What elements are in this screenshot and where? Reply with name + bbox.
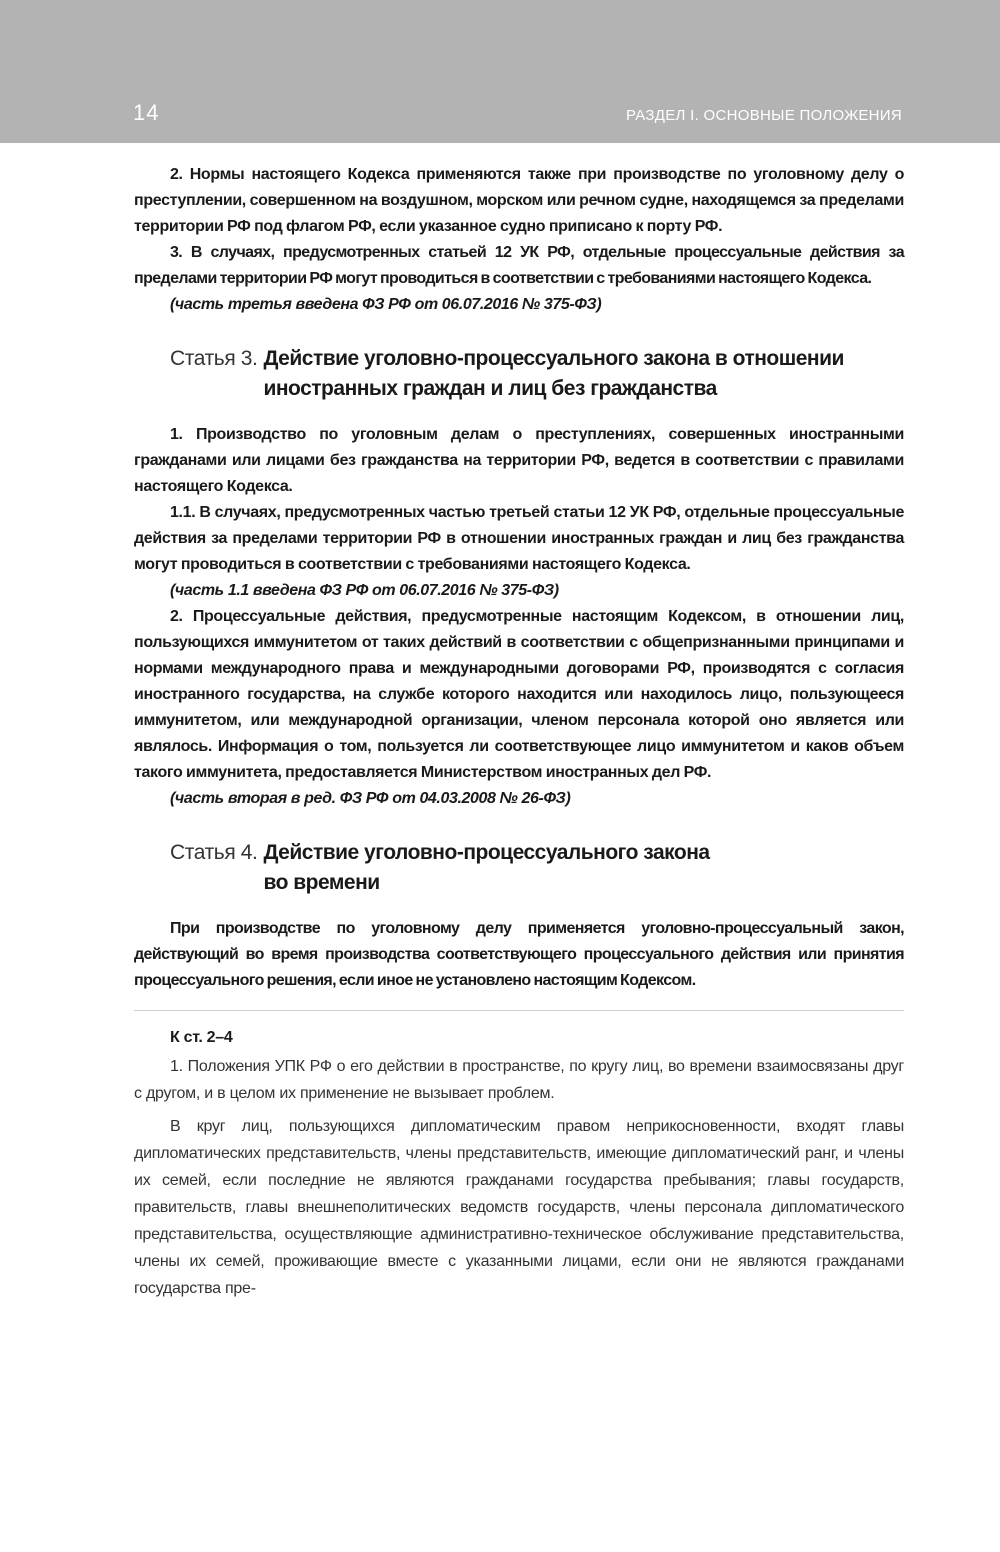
commentary-paragraph: В круг лиц, пользующихся дипломатическим правом неприкосновенности, входят главы дипломатических представительств, члены представительств, имеющие дипломатический ранг, и члены их семей, если последние не являются гражданами государства пребывания; главы государств, правительств, главы внешнеполитических ведомств государств, члены персонала дипломатического представительства, осуществляющие административно-техническое обслуживание представительства, члены их семей, проживающие вместе с указанными лицами, если они не являются гражданами государства пре-	[134, 1118, 904, 1297]
commentary-paragraph: 1. Положения УПК РФ о его действии в пространстве, по кругу лиц, во времени взаимосвязаны друг с другом, и в целом их применение не вызывает проблем.	[134, 1058, 904, 1102]
article4-title: Действие уголовно-процессуального закона во времени	[263, 841, 710, 894]
article4-number: Статья 4.	[170, 841, 258, 864]
page-number: 14	[133, 100, 160, 125]
article2-part2: 2. Нормы настоящего Кодекса применяются также при производстве по уголовному делу о преступлении, совершенном на воздушном, морском или речном судне, находящемся за пределами территории РФ под флагом РФ, если указанное судно приписано к порту РФ.	[134, 166, 904, 235]
commentary-heading: К ст. 2–4	[170, 1029, 233, 1046]
article4-heading	[170, 838, 904, 898]
article4-text: При производстве по уголовному делу применяется уголовно-процессуальный закон, действующий во время производства соответствующего процессуального действия или принятия процессуального решения, если иное не установлено настоящим Кодексом.	[134, 920, 904, 989]
page-body	[134, 162, 904, 1308]
section-divider	[134, 1010, 904, 1011]
amendment-note: (часть 1.1 введена ФЗ РФ от 06.07.2016 № 375-ФЗ)	[170, 582, 559, 599]
article3-heading	[170, 344, 904, 404]
amendment-note: (часть вторая в ред. ФЗ РФ от 04.03.2008 № 26-ФЗ)	[170, 790, 571, 807]
article3-part1: 1. Производство по уголовным делам о преступлениях, совершенных иностранными гражданами или лицами без гражданства на территории РФ, ведется в соответствии с правилами настоящего Кодекса.	[134, 426, 904, 495]
page-header	[0, 0, 1000, 143]
article3-part1-1: 1.1. В случаях, предусмотренных частью третьей статьи 12 УК РФ, отдельные процессуальные действия за пределами территории РФ в отношении иностранных граждан и лиц без гражданства могут проводиться в соответствии с требованиями настоящего Кодекса.	[134, 504, 904, 573]
amendment-note: (часть третья введена ФЗ РФ от 06.07.2016 № 375-ФЗ)	[170, 296, 602, 313]
article3-part2: 2. Процессуальные действия, предусмотренные настоящим Кодексом, в отношении лиц, пользующихся иммунитетом от таких действий в соответствии с общепризнанными принципами и нормами международного права и международными договорами РФ, производятся с согласия иностранного государства, на службе которого находится или находилось лицо, пользующееся иммунитетом, или международной организации, членом персонала которой оно является или являлось. Информация о том, пользуется ли соответствующее лицо иммунитетом и каков объем такого иммунитета, предоставляется Министерством иностранных дел РФ.	[134, 608, 904, 781]
article3-number: Статья 3.	[170, 347, 258, 370]
article2-part3: 3. В случаях, предусмотренных статьей 12 УК РФ, отдельные процессуальные действия за пределами территории РФ могут проводиться в соответствии с требованиями настоящего Кодекса.	[134, 244, 904, 287]
article3-title: Действие уголовно-процессуального закона в отношении иностранных граждан и лиц без гражданства	[263, 347, 844, 400]
running-head: РАЗДЕЛ I. ОСНОВНЫЕ ПОЛОЖЕНИЯ	[625, 107, 902, 124]
